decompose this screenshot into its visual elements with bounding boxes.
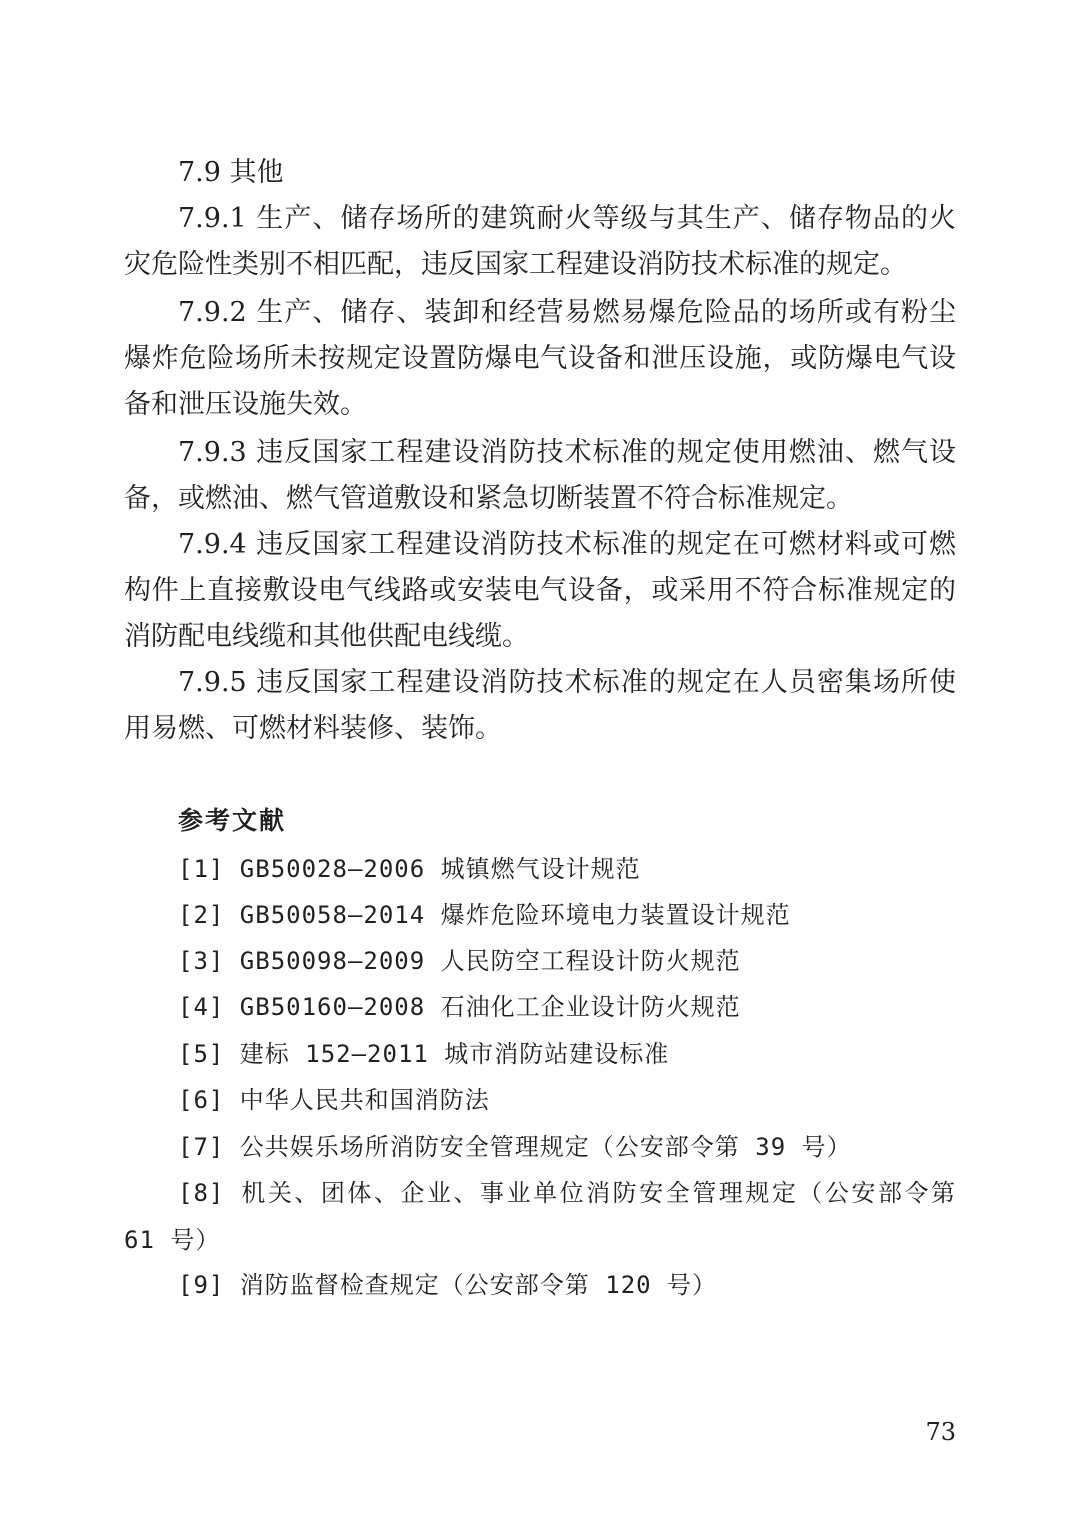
- paragraph-7-9-5: 7.9.5 违反国家工程建设消防技术标准的规定在人员密集场所使用易燃、可燃材料装修、装饰。: [124, 667, 956, 744]
- page-number: 73: [925, 1418, 956, 1446]
- reference-item: [7] 公共娱乐场所消防安全管理规定（公安部令第 39 号）: [178, 1133, 852, 1161]
- reference-item: [9] 消防监督检查规定（公安部令第 120 号）: [178, 1271, 718, 1299]
- reference-item: [2] GB50058—2014 爆炸危险环境电力装置设计规范: [178, 901, 791, 929]
- paragraph-7-9-4: 7.9.4 违反国家工程建设消防技术标准的规定在可燃材料或可燃构件上直接敷设电气线路或安装电气设备，或采用不符合标准规定的消防配电线缆和其他供配电线缆。: [124, 529, 956, 652]
- reference-item: [1] GB50028—2006 城镇燃气设计规范: [178, 855, 641, 883]
- paragraph-7-9-1: 7.9.1 生产、储存场所的建筑耐火等级与其生产、储存物品的火灾危险性类别不相匹配，违反国家工程建设消防技术标准的规定。: [124, 203, 956, 280]
- section-heading: 7.9 其他: [178, 157, 284, 188]
- paragraph-7-9-3: 7.9.3 违反国家工程建设消防技术标准的规定使用燃油、燃气设备，或燃油、燃气管道敷设和紧急切断装置不符合标准规定。: [124, 437, 956, 514]
- reference-item: [5] 建标 152—2011 城市消防站建设标准: [178, 1040, 670, 1068]
- reference-item: [4] GB50160—2008 石油化工企业设计防火规范: [178, 993, 741, 1021]
- paragraph-7-9-2: 7.9.2 生产、储存、装卸和经营易燃易爆危险品的场所或有粉尘爆炸危险场所未按规定设置防爆电气设备和泄压设施，或防爆电气设备和泄压设施失效。: [124, 297, 956, 420]
- reference-item: [3] GB50098—2009 人民防空工程设计防火规范: [178, 947, 741, 975]
- reference-item: [8] 机关、团体、企业、事业单位消防安全管理规定（公安部令第 61 号）: [124, 1179, 956, 1254]
- references-title: 参考文献: [178, 806, 287, 835]
- reference-item: [6] 中华人民共和国消防法: [178, 1086, 490, 1114]
